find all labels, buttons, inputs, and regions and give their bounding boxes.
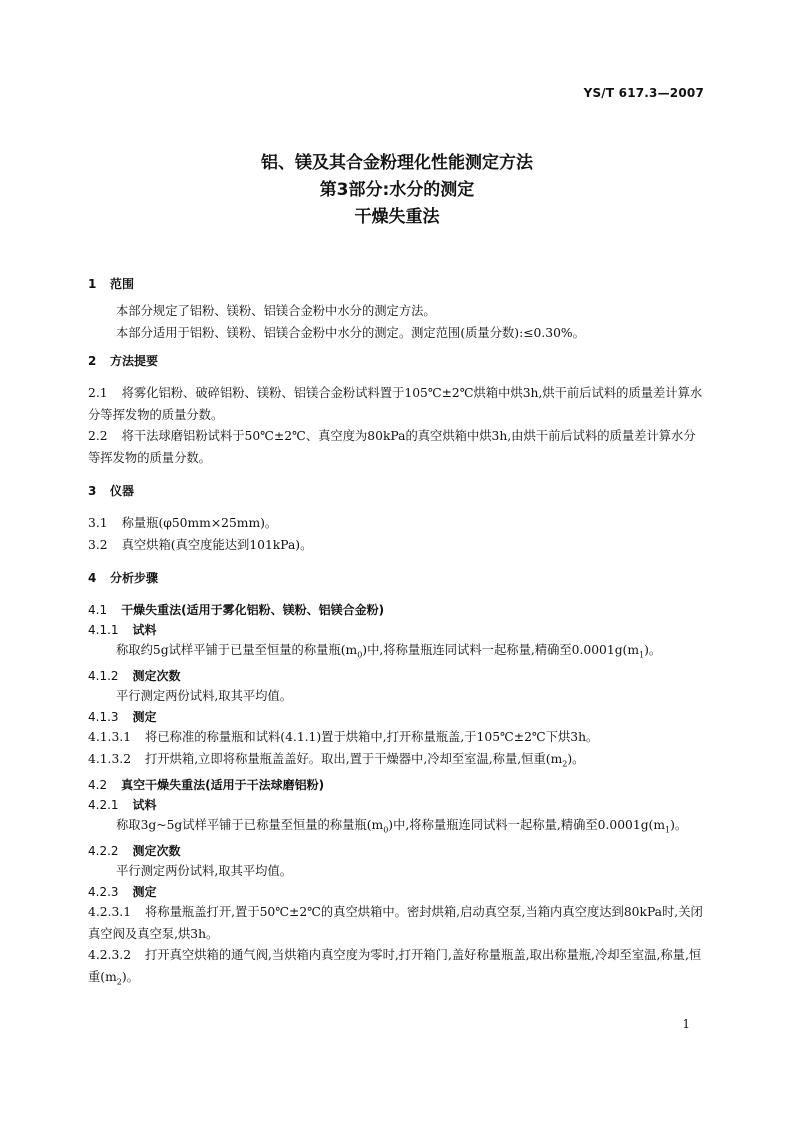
subsection-heading: [88, 707, 704, 727]
subscript: 2: [562, 759, 568, 769]
section-title: 范围: [110, 277, 135, 291]
clause-number: 4.2.3.2: [88, 948, 132, 963]
subsection-title: 干燥失重法(适用于雾化铝粉、镁粉、铝镁合金粉): [121, 603, 385, 617]
subscript: 1: [665, 825, 671, 835]
subsection-title: 测定次数: [132, 843, 181, 858]
subsection-title: 测定: [132, 885, 157, 900]
section-heading-scope: [88, 274, 704, 294]
clause-text: 将已称准的称量瓶和试料(4.1.1)置于烘箱中,打开称量瓶盖,于105℃±2℃下烘3h。: [145, 730, 599, 745]
clause-number: 3.2: [88, 537, 108, 552]
clause-text: 将雾化铝粉、破碎铝粉、镁粉、铝镁合金粉试料置于105℃±2℃烘箱中烘3h,烘干前后试料的质量差计算水分等挥发物的质量分数。: [88, 386, 703, 422]
paragraph: [88, 815, 704, 841]
section-number: 3: [88, 484, 97, 498]
clause-text: 打开真空烘箱的通气阀,当烘箱内真空度为零时,打开箱门,盖好称量瓶盖,取出称量瓶,冷却至室温,称量,恒重(m: [88, 948, 702, 984]
page-number: 1: [682, 1017, 690, 1031]
text-segment: )中,将称量瓶连同试料一起称量,精确至0.0001g(m: [362, 643, 640, 657]
subscript: 0: [383, 825, 389, 835]
clause-text: 称量瓶(φ50mm×25mm)。: [121, 516, 278, 530]
subsection-number: 4.2.1: [88, 797, 119, 812]
section-heading-procedure: [88, 568, 704, 588]
text-segment: )中,将称量瓶连同试料一起称量,精确至0.0001g(m: [388, 817, 666, 832]
text-segment: )。: [670, 817, 688, 832]
clause: [88, 383, 704, 426]
paragraph: [88, 640, 704, 666]
section-title: 仪器: [110, 484, 135, 498]
text-segment: )。: [644, 643, 662, 657]
title-line-2: 第3部分:水分的测定: [319, 180, 475, 200]
clause: [88, 727, 704, 749]
clause-number: 4.2.3.1: [88, 905, 132, 920]
subscript: 0: [357, 650, 363, 660]
clause-number: 3.1: [88, 516, 108, 530]
document-title: [0, 150, 794, 231]
subsection-number: 4.2: [88, 777, 108, 792]
section-title: 方法提要: [110, 354, 159, 368]
clause-number: 2.1: [88, 386, 108, 400]
clause: [88, 902, 704, 945]
subsection-heading: [88, 882, 704, 902]
clause-text: )。: [121, 969, 139, 984]
clause-text: 将干法球磨铝粉试料于50℃±2℃、真空度为80kPa的真空烘箱中烘3h,由烘干前后试料的质量差计算水分等挥发物的质量分数。: [88, 429, 696, 465]
subsection-heading: [88, 600, 704, 620]
clause: [88, 945, 704, 992]
section-number: 2: [88, 354, 97, 368]
clause-number: 4.1.3.1: [88, 730, 132, 745]
paragraph: 平行测定两份试料,取其平均值。: [116, 688, 293, 703]
subsection-number: 4.1: [88, 603, 108, 617]
paragraph: 本部分规定了铝粉、镁粉、铝镁合金粉中水分的测定方法。: [116, 304, 436, 318]
section-number: 4: [88, 571, 97, 585]
section-heading-principle: [88, 351, 704, 371]
subscript: 1: [639, 650, 645, 660]
clause-text: 真空烘箱(真空度能达到101kPa)。: [121, 537, 313, 552]
subsection-heading: [88, 775, 704, 795]
title-line-1: 铝、镁及其合金粉理化性能测定方法: [261, 153, 533, 173]
clause-text: 打开烘箱,立即将称量瓶盖盖好。取出,置于干燥器中,冷却至室温,称量,恒重(m: [145, 751, 563, 766]
subsection-number: 4.1.1: [88, 623, 119, 637]
subsection-heading: [88, 795, 704, 815]
subsection-title: 试料: [132, 623, 157, 637]
subsection-heading: [88, 620, 704, 640]
clause: [88, 513, 704, 535]
clause: [88, 749, 704, 775]
text-segment: 称取3g~5g试样平铺于已称量至恒量的称量瓶(m: [116, 817, 384, 832]
subsection-heading: [88, 666, 704, 686]
text-segment: 称取约5g试样平铺于已量至恒量的称量瓶(m: [116, 643, 358, 657]
subsection-title: 测定次数: [132, 668, 181, 683]
title-line-3: 干燥失重法: [354, 207, 440, 227]
subsection-number: 4.2.3: [88, 885, 119, 900]
subsection-title: 测定: [132, 710, 157, 725]
subsection-number: 4.1.3: [88, 710, 119, 725]
standard-code: YS/T 617.3—2007: [583, 86, 704, 100]
subscript: 2: [116, 977, 122, 987]
clause-text: 将称量瓶盖打开,置于50℃±2℃的真空烘箱中。密封烘箱,启动真空泵,当箱内真空度达到80kPa时,关闭真空阀及真空泵,烘3h。: [88, 905, 703, 941]
section-heading-apparatus: [88, 481, 704, 501]
subsection-title: 真空干燥失重法(适用于干法球磨铝粉): [121, 777, 325, 792]
document-body: [88, 274, 704, 993]
clause: [88, 535, 704, 557]
paragraph: 本部分适用于铝粉、镁粉、铝镁合金粉中水分的测定。测定范围(质量分数):≤0.30%。: [116, 325, 585, 340]
clause: [88, 426, 704, 469]
paragraph: 平行测定两份试料,取其平均值。: [116, 863, 293, 878]
section-title: 分析步骤: [110, 571, 159, 585]
section-number: 1: [88, 277, 97, 291]
clause-number: 4.1.3.2: [88, 751, 132, 766]
clause-text: )。: [567, 751, 585, 766]
subsection-title: 试料: [132, 797, 157, 812]
subsection-heading: [88, 841, 704, 861]
subsection-number: 4.1.2: [88, 668, 119, 683]
clause-number: 2.2: [88, 429, 108, 443]
subsection-number: 4.2.2: [88, 843, 119, 858]
